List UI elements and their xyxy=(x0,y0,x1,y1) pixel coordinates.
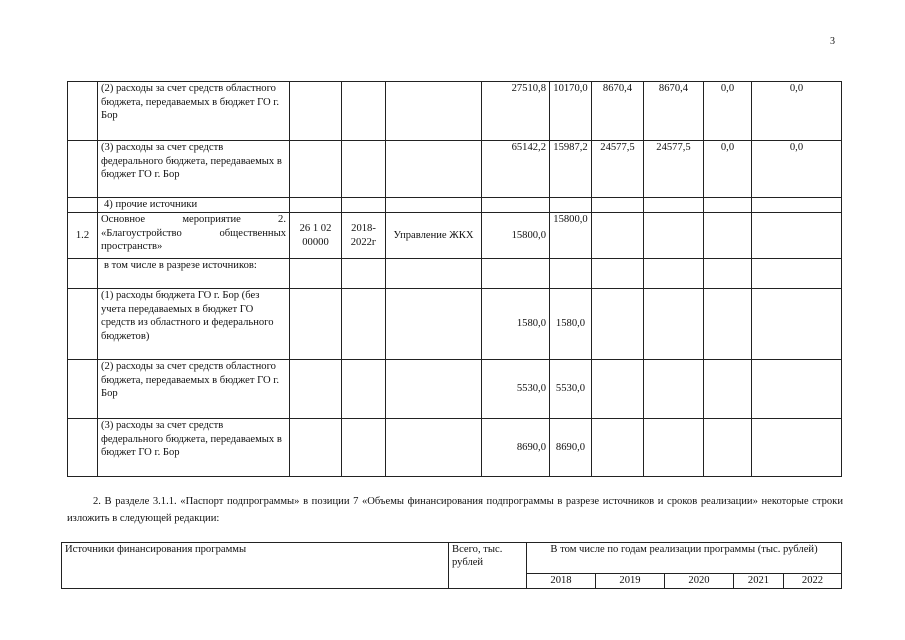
cell-executor xyxy=(386,360,482,419)
cell-y2022 xyxy=(752,419,842,477)
cell-y2019 xyxy=(592,213,644,259)
cell-y2019 xyxy=(592,419,644,477)
cell-y2019 xyxy=(592,259,644,289)
cell-y2021 xyxy=(704,289,752,360)
cell-y2018: 15987,2 xyxy=(550,141,592,198)
cell-executor xyxy=(386,82,482,141)
by-year-header: В том числе по годам реализации программы (тыс. рублей) xyxy=(527,543,842,574)
cell-executor xyxy=(386,419,482,477)
cell-y2019 xyxy=(592,360,644,419)
cell-total: 1580,0 xyxy=(482,289,550,360)
cell-name: (2) расходы за счет средств областного бюджета, передаваемых в бюджет ГО г. Бор xyxy=(98,82,290,141)
cell-kbk xyxy=(290,419,342,477)
cell-kbk xyxy=(290,141,342,198)
cell-period xyxy=(342,360,386,419)
total-header: Всего, тыс. рублей xyxy=(449,543,527,589)
cell-total xyxy=(482,198,550,213)
year-header: 2019 xyxy=(596,574,665,589)
cell-y2022 xyxy=(752,213,842,259)
table-row xyxy=(68,198,842,213)
cell-y2018: 8690,0 xyxy=(550,419,592,477)
cell-name: (2) расходы за счет средств областного бюджета, передаваемых в бюджет ГО г. Бор xyxy=(98,360,290,419)
year-header: 2020 xyxy=(665,574,734,589)
cell-y2018: 15800,0 xyxy=(550,213,592,259)
cell-y2022 xyxy=(752,198,842,213)
cell-executor xyxy=(386,141,482,198)
cell-y2020: 24577,5 xyxy=(644,141,704,198)
table-row xyxy=(68,141,842,198)
cell-period xyxy=(342,82,386,141)
table-row xyxy=(68,259,842,289)
cell-executor xyxy=(386,259,482,289)
cell-y2021 xyxy=(704,259,752,289)
cell-period xyxy=(342,141,386,198)
cell-y2021 xyxy=(704,419,752,477)
cell-y2021: 0,0 xyxy=(704,82,752,141)
cell-y2020 xyxy=(644,360,704,419)
table-row xyxy=(68,360,842,419)
cell-total: 15800,0 xyxy=(482,213,550,259)
cell-period xyxy=(342,419,386,477)
cell-y2020 xyxy=(644,259,704,289)
passport-financing-table xyxy=(61,542,842,589)
cell-y2019 xyxy=(592,198,644,213)
cell-y2018: 1580,0 xyxy=(550,289,592,360)
cell-y2022: 0,0 xyxy=(752,82,842,141)
cell-kbk: 26 1 02 00000 xyxy=(290,213,342,259)
cell-no xyxy=(68,141,98,198)
table-row xyxy=(68,213,842,259)
cell-executor xyxy=(386,289,482,360)
cell-total xyxy=(482,259,550,289)
cell-no xyxy=(68,419,98,477)
cell-y2020: 8670,4 xyxy=(644,82,704,141)
cell-y2020 xyxy=(644,289,704,360)
year-header: 2022 xyxy=(784,574,842,589)
cell-name: (1) расходы бюджета ГО г. Бор (без учета передаваемых в бюджет ГО средств из областного и федерального бюджетов) xyxy=(98,289,290,360)
cell-kbk xyxy=(290,198,342,213)
cell-y2018 xyxy=(550,259,592,289)
cell-no xyxy=(68,198,98,213)
page-number: 3 xyxy=(830,36,835,47)
cell-y2019: 24577,5 xyxy=(592,141,644,198)
cell-total: 27510,8 xyxy=(482,82,550,141)
cell-y2019 xyxy=(592,289,644,360)
cell-y2021 xyxy=(704,360,752,419)
cell-y2021: 0,0 xyxy=(704,141,752,198)
cell-name: (3) расходы за счет средств федерального бюджета, передаваемых в бюджет ГО г. Бор xyxy=(98,141,290,198)
cell-no: 1.2 xyxy=(68,213,98,259)
cell-kbk xyxy=(290,289,342,360)
cell-name: 4) прочие источники xyxy=(98,198,290,213)
year-header: 2018 xyxy=(527,574,596,589)
table-row xyxy=(68,419,842,477)
cell-kbk xyxy=(290,360,342,419)
cell-executor: Управление ЖКХ xyxy=(386,213,482,259)
cell-total: 8690,0 xyxy=(482,419,550,477)
cell-y2020 xyxy=(644,419,704,477)
cell-no xyxy=(68,289,98,360)
source-header: Источники финансирования программы xyxy=(62,543,449,589)
cell-y2020 xyxy=(644,198,704,213)
cell-total: 5530,0 xyxy=(482,360,550,419)
cell-period xyxy=(342,289,386,360)
cell-y2018 xyxy=(550,198,592,213)
cell-y2021 xyxy=(704,213,752,259)
cell-name: в том числе в разрезе источников: xyxy=(98,259,290,289)
cell-total: 65142,2 xyxy=(482,141,550,198)
cell-name: Основное мероприятие 2. «Благоустройство общественных пространств» xyxy=(98,213,290,259)
table-row xyxy=(68,82,842,141)
cell-y2021 xyxy=(704,198,752,213)
financing-table xyxy=(67,81,842,477)
cell-kbk xyxy=(290,82,342,141)
cell-kbk xyxy=(290,259,342,289)
table-row xyxy=(68,289,842,360)
cell-name: (3) расходы за счет средств федерального бюджета, передаваемых в бюджет ГО г. Бор xyxy=(98,419,290,477)
cell-executor xyxy=(386,198,482,213)
year-header: 2021 xyxy=(734,574,784,589)
amendment-text: 2. В разделе 3.1.1. «Паспорт подпрограммы» в позиции 7 «Объемы финансирования подпрограммы в разрезе источников и сроков реализации» некоторые строки изложить в следующей редакции: xyxy=(67,496,843,524)
cell-period: 2018-2022г xyxy=(342,213,386,259)
amendment-paragraph xyxy=(67,493,843,527)
cell-y2018: 5530,0 xyxy=(550,360,592,419)
cell-y2020 xyxy=(644,213,704,259)
cell-period xyxy=(342,198,386,213)
cell-no xyxy=(68,360,98,419)
cell-y2022 xyxy=(752,259,842,289)
cell-y2022 xyxy=(752,289,842,360)
cell-no xyxy=(68,259,98,289)
cell-no xyxy=(68,82,98,141)
cell-y2019: 8670,4 xyxy=(592,82,644,141)
cell-y2018: 10170,0 xyxy=(550,82,592,141)
cell-period xyxy=(342,259,386,289)
cell-y2022 xyxy=(752,360,842,419)
cell-y2022: 0,0 xyxy=(752,141,842,198)
